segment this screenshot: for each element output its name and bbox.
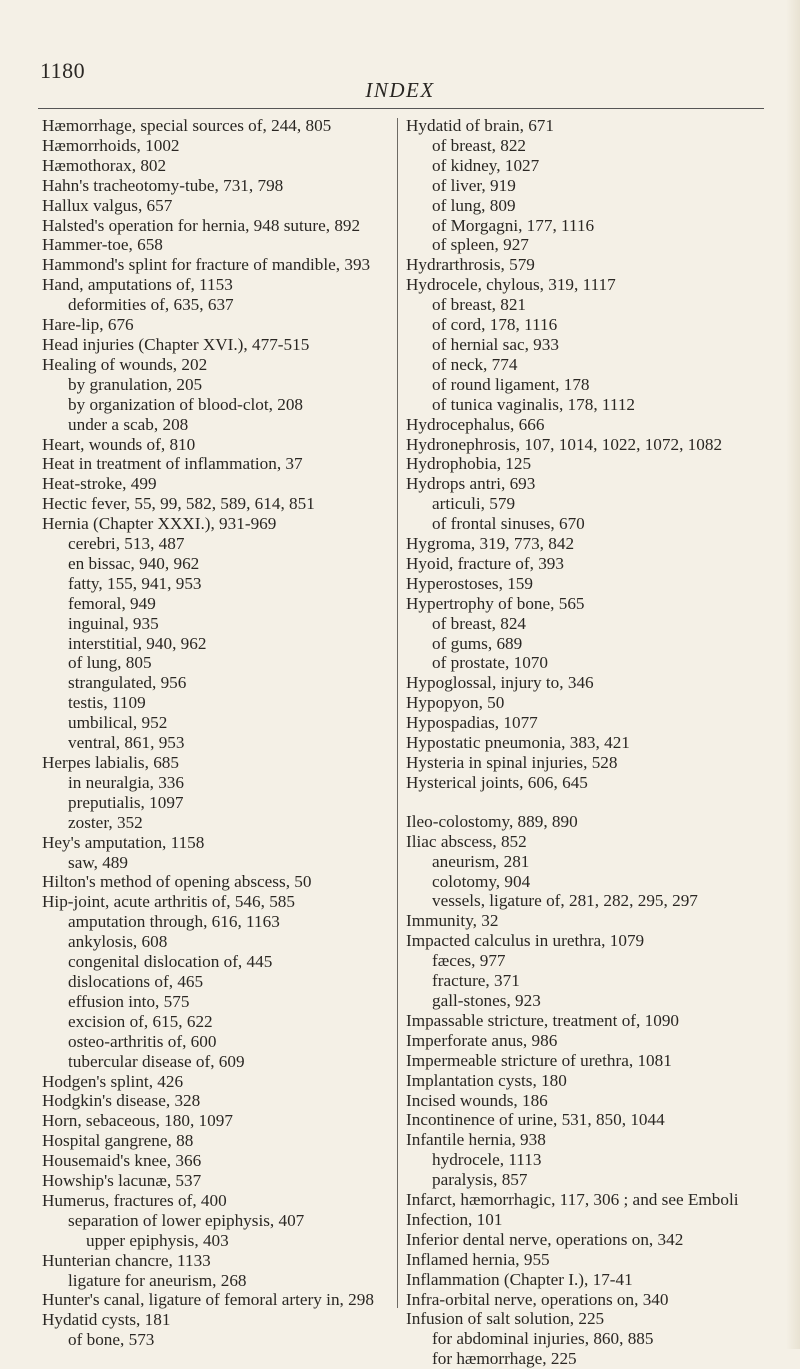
index-subentry: dislocations of, 465 [68, 971, 204, 991]
index-entry: Hydrocephalus, 666 [406, 414, 545, 434]
index-entry: Hyoid, fracture of, 393 [406, 553, 564, 573]
index-entry: Hunter's canal, ligature of femoral artery in, 298 [42, 1290, 374, 1310]
index-entry: Hydatid of brain, 671 [406, 116, 554, 135]
index-entry: Hydronephrosis, 107, 1014, 1022, 1072, 1082 [406, 434, 723, 454]
index-subentry: by organization of blood-clot, 208 [68, 394, 304, 414]
section-gap [406, 793, 788, 812]
index-entry: Hypertrophy of bone, 565 [406, 593, 585, 613]
index-entry: Halsted's operation for hernia, 948 suture, 892 [42, 215, 361, 235]
index-entry: Heart, wounds of, 810 [42, 434, 196, 454]
index-entry: Hyperostoses, 159 [406, 573, 533, 593]
index-subentry: ligature for aneurism, 268 [68, 1270, 247, 1290]
index-entry: Hydrocele, chylous, 319, 1117 [406, 275, 616, 295]
index-subentry: fatty, 155, 941, 953 [68, 573, 202, 593]
column-divider [397, 118, 398, 1308]
index-entry: Infusion of salt solution, 225 [406, 1309, 605, 1329]
index-subentry: aneurism, 281 [432, 851, 530, 871]
index-entry: Hip-joint, acute arthritis of, 546, 585 [42, 892, 295, 912]
header-rule [38, 108, 764, 109]
index-entry: Hand, amputations of, 1153 [42, 275, 233, 295]
index-entry: Hammer-toe, 658 [42, 235, 163, 255]
index-subentry: congenital dislocation of, 445 [68, 952, 273, 972]
index-subentry: amputation through, 616, 1163 [68, 912, 280, 932]
index-subentry: femoral, 949 [68, 593, 156, 613]
index-entry: Hahn's tracheotomy-tube, 731, 798 [42, 175, 284, 195]
page-number: 1180 [40, 58, 86, 83]
index-subentry: tubercular disease of, 609 [68, 1051, 245, 1071]
index-entry: Heat in treatment of inflammation, 37 [42, 454, 303, 474]
index-subentry: of gums, 689 [432, 633, 523, 653]
index-entry: Iliac abscess, 852 [406, 831, 527, 851]
index-entry: Hilton's method of opening abscess, 50 [42, 872, 312, 892]
index-entry: Inflamed hernia, 955 [406, 1249, 550, 1269]
index-entry: Head injuries (Chapter XVI.), 477-515 [42, 334, 310, 354]
index-subentry: of Morgagni, 177, 1116 [432, 215, 595, 235]
index-subentry: of breast, 822 [432, 135, 527, 155]
index-entry: Howship's lacunæ, 537 [42, 1171, 202, 1191]
index-entry: Incised wounds, 186 [406, 1090, 548, 1110]
index-entry: Hygroma, 319, 773, 842 [406, 534, 575, 554]
index-subentry: fæces, 977 [432, 951, 506, 971]
index-subentry: effusion into, 575 [68, 991, 190, 1011]
index-entry: Hydrops antri, 693 [406, 474, 536, 494]
index-column-right [406, 116, 788, 1369]
index-subentry: of round ligament, 178 [432, 374, 590, 394]
index-entry: Hectic fever, 55, 99, 582, 589, 614, 851 [42, 494, 315, 514]
index-subentry: of breast, 821 [432, 295, 527, 315]
index-subentry: excision of, 615, 622 [68, 1011, 213, 1031]
index-entry: Hodgen's splint, 426 [42, 1071, 184, 1091]
index-subentry: osteo-arthritis of, 600 [68, 1031, 217, 1051]
index-subentry: gall-stones, 923 [432, 990, 541, 1010]
index-entry: Impassable stricture, treatment of, 1090 [406, 1010, 680, 1030]
index-entry: Hare-lip, 676 [42, 315, 134, 335]
index-subentry: umbilical, 952 [68, 713, 168, 733]
index-subentry: for abdominal injuries, 860, 885 [432, 1329, 654, 1349]
index-subentry: of liver, 919 [432, 175, 516, 195]
index-subentry: inguinal, 935 [68, 613, 159, 633]
index-subentry: interstitial, 940, 962 [68, 633, 207, 653]
index-entry: Infra-orbital nerve, operations on, 340 [406, 1289, 669, 1309]
index-subentry: upper epiphysis, 403 [86, 1230, 229, 1250]
index-entry: Impacted calculus in urethra, 1079 [406, 931, 645, 951]
index-subentry: articuli, 579 [432, 494, 516, 514]
index-entry: Housemaid's knee, 366 [42, 1151, 202, 1171]
index-subentry: separation of lower epiphysis, 407 [68, 1210, 305, 1230]
index-entry: Ileo-colostomy, 889, 890 [406, 811, 578, 831]
index-subentry: for hæmorrhage, 225 [432, 1349, 577, 1369]
index-entry: Hæmorrhage, special sources of, 244, 805 [42, 116, 332, 135]
index-entry: Hæmorrhoids, 1002 [42, 135, 180, 155]
index-subentry: of prostate, 1070 [432, 653, 548, 673]
running-head: INDEX [365, 78, 435, 102]
index-subentry: colotomy, 904 [432, 871, 531, 891]
index-subentry: fracture, 371 [432, 971, 520, 991]
index-subentry: of bone, 573 [68, 1330, 155, 1350]
index-entry: Hysteria in spinal injuries, 528 [406, 753, 618, 772]
index-subentry: preputialis, 1097 [68, 792, 184, 812]
index-entry: Hæmothorax, 802 [42, 155, 167, 175]
index-subentry: of kidney, 1027 [432, 155, 540, 175]
index-entry: Hypostatic pneumonia, 383, 421 [406, 733, 630, 753]
page-edge [786, 0, 800, 1349]
index-entry: Humerus, fractures of, 400 [42, 1190, 227, 1210]
index-entry: Hernia (Chapter XXXI.), 931-969 [42, 514, 277, 534]
index-subentry: under a scab, 208 [68, 414, 189, 434]
index-subentry: of lung, 805 [68, 653, 152, 673]
index-subentry: saw, 489 [68, 852, 128, 872]
index-entry: Hypopyon, 50 [406, 693, 505, 713]
index-entry: Inflammation (Chapter I.), 17-41 [406, 1269, 633, 1289]
index-subentry: testis, 1109 [68, 693, 146, 713]
index-entry: Inferior dental nerve, operations on, 342 [406, 1229, 684, 1249]
index-entry: Heat-stroke, 499 [42, 474, 157, 494]
index-subentry: deformities of, 635, 637 [68, 295, 234, 315]
index-entry: Hodgkin's disease, 328 [42, 1091, 201, 1111]
index-subentry: ventral, 861, 953 [68, 733, 185, 753]
index-subentry: of cord, 178, 1116 [432, 315, 558, 335]
index-subentry: of spleen, 927 [432, 235, 529, 255]
index-entry: Infantile hernia, 938 [406, 1130, 546, 1150]
index-subentry: ankylosis, 608 [68, 932, 168, 952]
index-subentry: by granulation, 205 [68, 374, 203, 394]
index-entry: Hospital gangrene, 88 [42, 1131, 194, 1151]
index-entry: Hydatid cysts, 181 [42, 1310, 171, 1330]
index-entry: Impermeable stricture of urethra, 1081 [406, 1050, 672, 1070]
index-subentry: of frontal sinuses, 670 [432, 514, 585, 534]
index-entry: Hydrophobia, 125 [406, 454, 532, 474]
index-entry: Hypospadias, 1077 [406, 713, 538, 733]
index-column-left [42, 116, 392, 1350]
index-entry: Hypoglossal, injury to, 346 [406, 673, 594, 693]
index-subentry: in neuralgia, 336 [68, 772, 184, 792]
index-entry: Imperforate anus, 986 [406, 1030, 558, 1050]
index-subentry: en bissac, 940, 962 [68, 553, 200, 573]
index-entry: Hysterical joints, 606, 645 [406, 772, 588, 792]
index-subentry: of hernial sac, 933 [432, 334, 559, 354]
index-entry: Infarct, hæmorrhagic, 117, 306 ; and see Emboli [406, 1190, 739, 1210]
index-entry: Infection, 101 [406, 1209, 503, 1229]
index-entry: Horn, sebaceous, 180, 1097 [42, 1111, 233, 1131]
index-subentry: cerebri, 513, 487 [68, 534, 185, 554]
index-entry: Immunity, 32 [406, 911, 499, 931]
index-entry: Healing of wounds, 202 [42, 354, 208, 374]
index-subentry: of tunica vaginalis, 178, 1112 [432, 394, 636, 414]
index-subentry: zoster, 352 [68, 812, 143, 832]
index-subentry: strangulated, 956 [68, 673, 187, 693]
index-entry: Herpes labialis, 685 [42, 753, 179, 772]
index-entry: Hammond's splint for fracture of mandible, 393 [42, 255, 371, 275]
index-entry: Incontinence of urine, 531, 850, 1044 [406, 1110, 665, 1130]
index-entry: Hey's amputation, 1158 [42, 832, 205, 852]
index-subentry: of neck, 774 [432, 354, 518, 374]
index-subentry: of breast, 824 [432, 613, 527, 633]
index-entry: Implantation cysts, 180 [406, 1070, 567, 1090]
index-entry: Hydrarthrosis, 579 [406, 255, 535, 275]
index-entry: Hallux valgus, 657 [42, 195, 173, 215]
index-subentry: paralysis, 857 [432, 1170, 528, 1190]
index-subentry: vessels, ligature of, 281, 282, 295, 297 [432, 891, 698, 911]
index-subentry: of lung, 809 [432, 195, 516, 215]
index-subentry: hydrocele, 1113 [432, 1150, 542, 1170]
index-entry: Hunterian chancre, 1133 [42, 1250, 211, 1270]
